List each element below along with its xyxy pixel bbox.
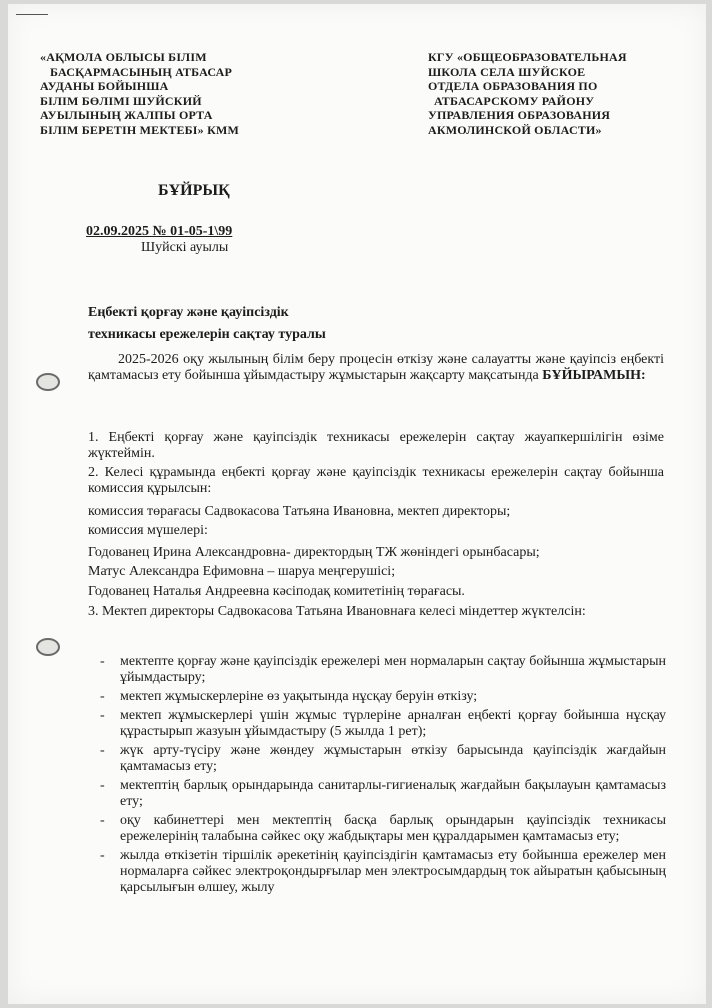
list-dash: -	[100, 708, 105, 723]
punch-hole-top	[36, 373, 60, 391]
header-right-line: АТБАСАРСКОМУ РАЙОНУ	[434, 93, 595, 108]
duty-text: жүк арту-түсіру және жөндеу жұмыстарын өткізу барысында қауіпсіздік жағдайын қамтамасыз ету;	[120, 743, 666, 774]
list-dash: -	[100, 654, 105, 669]
item-3: 3. Мектеп директоры Садвокасова Татьяна Ивановнаға келесі міндеттер жүктелсін:	[88, 604, 586, 619]
duty-text: мектеп жұмыскерлері үшін жұмыс түрлеріне арналған еңбекті қорғау бойынша нұсқау құрастырып жазуын ұйымдастыру (5 жылда 1 рет);	[120, 708, 666, 739]
document-title: БҰЙРЫҚ	[158, 182, 230, 199]
header-right-block	[428, 50, 627, 138]
commission-member: Годованец Наталья Андреевна кәсіподақ комитетінің төрағасы.	[88, 584, 465, 599]
header-right-line: КГУ «ОБЩЕОБРАЗОВАТЕЛЬНАЯ	[428, 50, 627, 64]
header-left-line: БІЛІМ БӨЛІМІ ШУЙСКИЙ	[40, 93, 202, 108]
document-page	[8, 4, 706, 1004]
header-right-line: УПРАВЛЕНИЯ ОБРАЗОВАНИЯ	[428, 108, 611, 123]
list-item	[100, 813, 666, 845]
item-2: 2. Келесі құрамында еңбекті қорғау және қауіпсіздік техникасы ережелерін сақтау бойынша комиссия құрылсын:	[88, 465, 664, 496]
list-item	[100, 778, 666, 810]
header-left-line: «АҚМОЛА ОБЛЫСЫ БІЛІМ	[40, 50, 207, 64]
top-mark	[16, 14, 48, 15]
duty-text: оқу кабинеттері мен мектептің басқа барлық орындарын қауіпсіздік техникасы ережелерінің талабына сәйкес оқу жабдықтары мен құралдарымен қамтамасыз ету;	[120, 813, 666, 844]
list-item	[100, 689, 666, 705]
list-dash: -	[100, 813, 105, 828]
subject-line: техникасы ережелерін сақтау туралы	[88, 327, 326, 342]
list-item	[100, 708, 666, 740]
header-left-block	[40, 50, 239, 138]
header-right-line: ОТДЕЛА ОБРАЗОВАНИЯ ПО	[428, 79, 598, 94]
list-dash: -	[100, 778, 105, 793]
order-subject	[88, 302, 326, 346]
list-dash: -	[100, 848, 105, 863]
header-left-line: БІЛІМ БЕРЕТІН МЕКТЕБІ» КММ	[40, 122, 240, 137]
duty-text: мектептің барлық орындарында санитарлы-гигиеналық жағдайын бақылауын қамтамасыз ету;	[120, 778, 666, 809]
list-item	[100, 654, 666, 686]
village-name: Шуйскі ауылы	[141, 240, 229, 255]
header-left-line: АУЫЛЫНЫҢ ЖАЛПЫ ОРТА	[40, 108, 213, 123]
duty-text: мектепте қорғау және қауіпсіздік ережелері мен нормаларын сақтау бойынша жұмыстарын ұйымдастыру;	[120, 654, 666, 685]
duty-text: жылда өткізетін тіршілік әрекетінің қауіпсіздігін қамтамасыз ету бойынша ережелер мен нормаларға сәйкес электроқондырғылар мен электросымдардың ток айыратын қабысының қарсылығын өлшеу, жылу	[120, 848, 666, 895]
order-number: 02.09.2025 № 01-05-1\99	[86, 224, 233, 239]
commission-members-label: комиссия мүшелері:	[88, 523, 208, 538]
list-item	[100, 743, 666, 775]
list-item	[100, 848, 666, 896]
commission-member: Матус Александра Ефимовна – шаруа меңгерушісі;	[88, 564, 396, 579]
list-dash: -	[100, 689, 105, 704]
preamble-bold: БҰЙЫРАМЫН:	[542, 368, 646, 383]
header-right-line: ШКОЛА СЕЛА ШУЙСКОЕ	[428, 64, 586, 79]
commission-chair: комиссия төрағасы Садвокасова Татьяна Ивановна, мектеп директоры;	[88, 504, 511, 519]
subject-line: Еңбекті қорғау және қауіпсіздік	[88, 305, 289, 320]
duties-list	[100, 654, 666, 899]
preamble-paragraph	[88, 352, 664, 384]
duty-text: мектеп жұмыскерлеріне өз уақытында нұсқау беруін өткізу;	[120, 689, 478, 704]
list-dash: -	[100, 743, 105, 758]
punch-hole-bottom	[36, 638, 60, 656]
header-right-line: АКМОЛИНСКОЙ ОБЛАСТИ»	[428, 122, 602, 137]
header-left-line: АУДАНЫ БОЙЫНША	[40, 79, 169, 94]
item-1: 1. Еңбекті қорғау және қауіпсіздік техникасы ережелерін сақтау жауапкершілігін өзіме жүктеймін.	[88, 430, 664, 461]
preamble-text: 2025-2026 оқу жылының білім беру процесін өткізу және салауатты және қауіпсіз еңбекті қамтамасыз ету бойынша ұйымдастыру жұмыстарын жақсарту мақсатында	[88, 352, 664, 383]
commission-member: Годованец Ирина Александровна- директордың ТЖ жөніндегі орынбасары;	[88, 545, 540, 560]
header-left-line: БАСҚАРМАСЫНЫҢ АТБАСАР	[50, 64, 232, 79]
